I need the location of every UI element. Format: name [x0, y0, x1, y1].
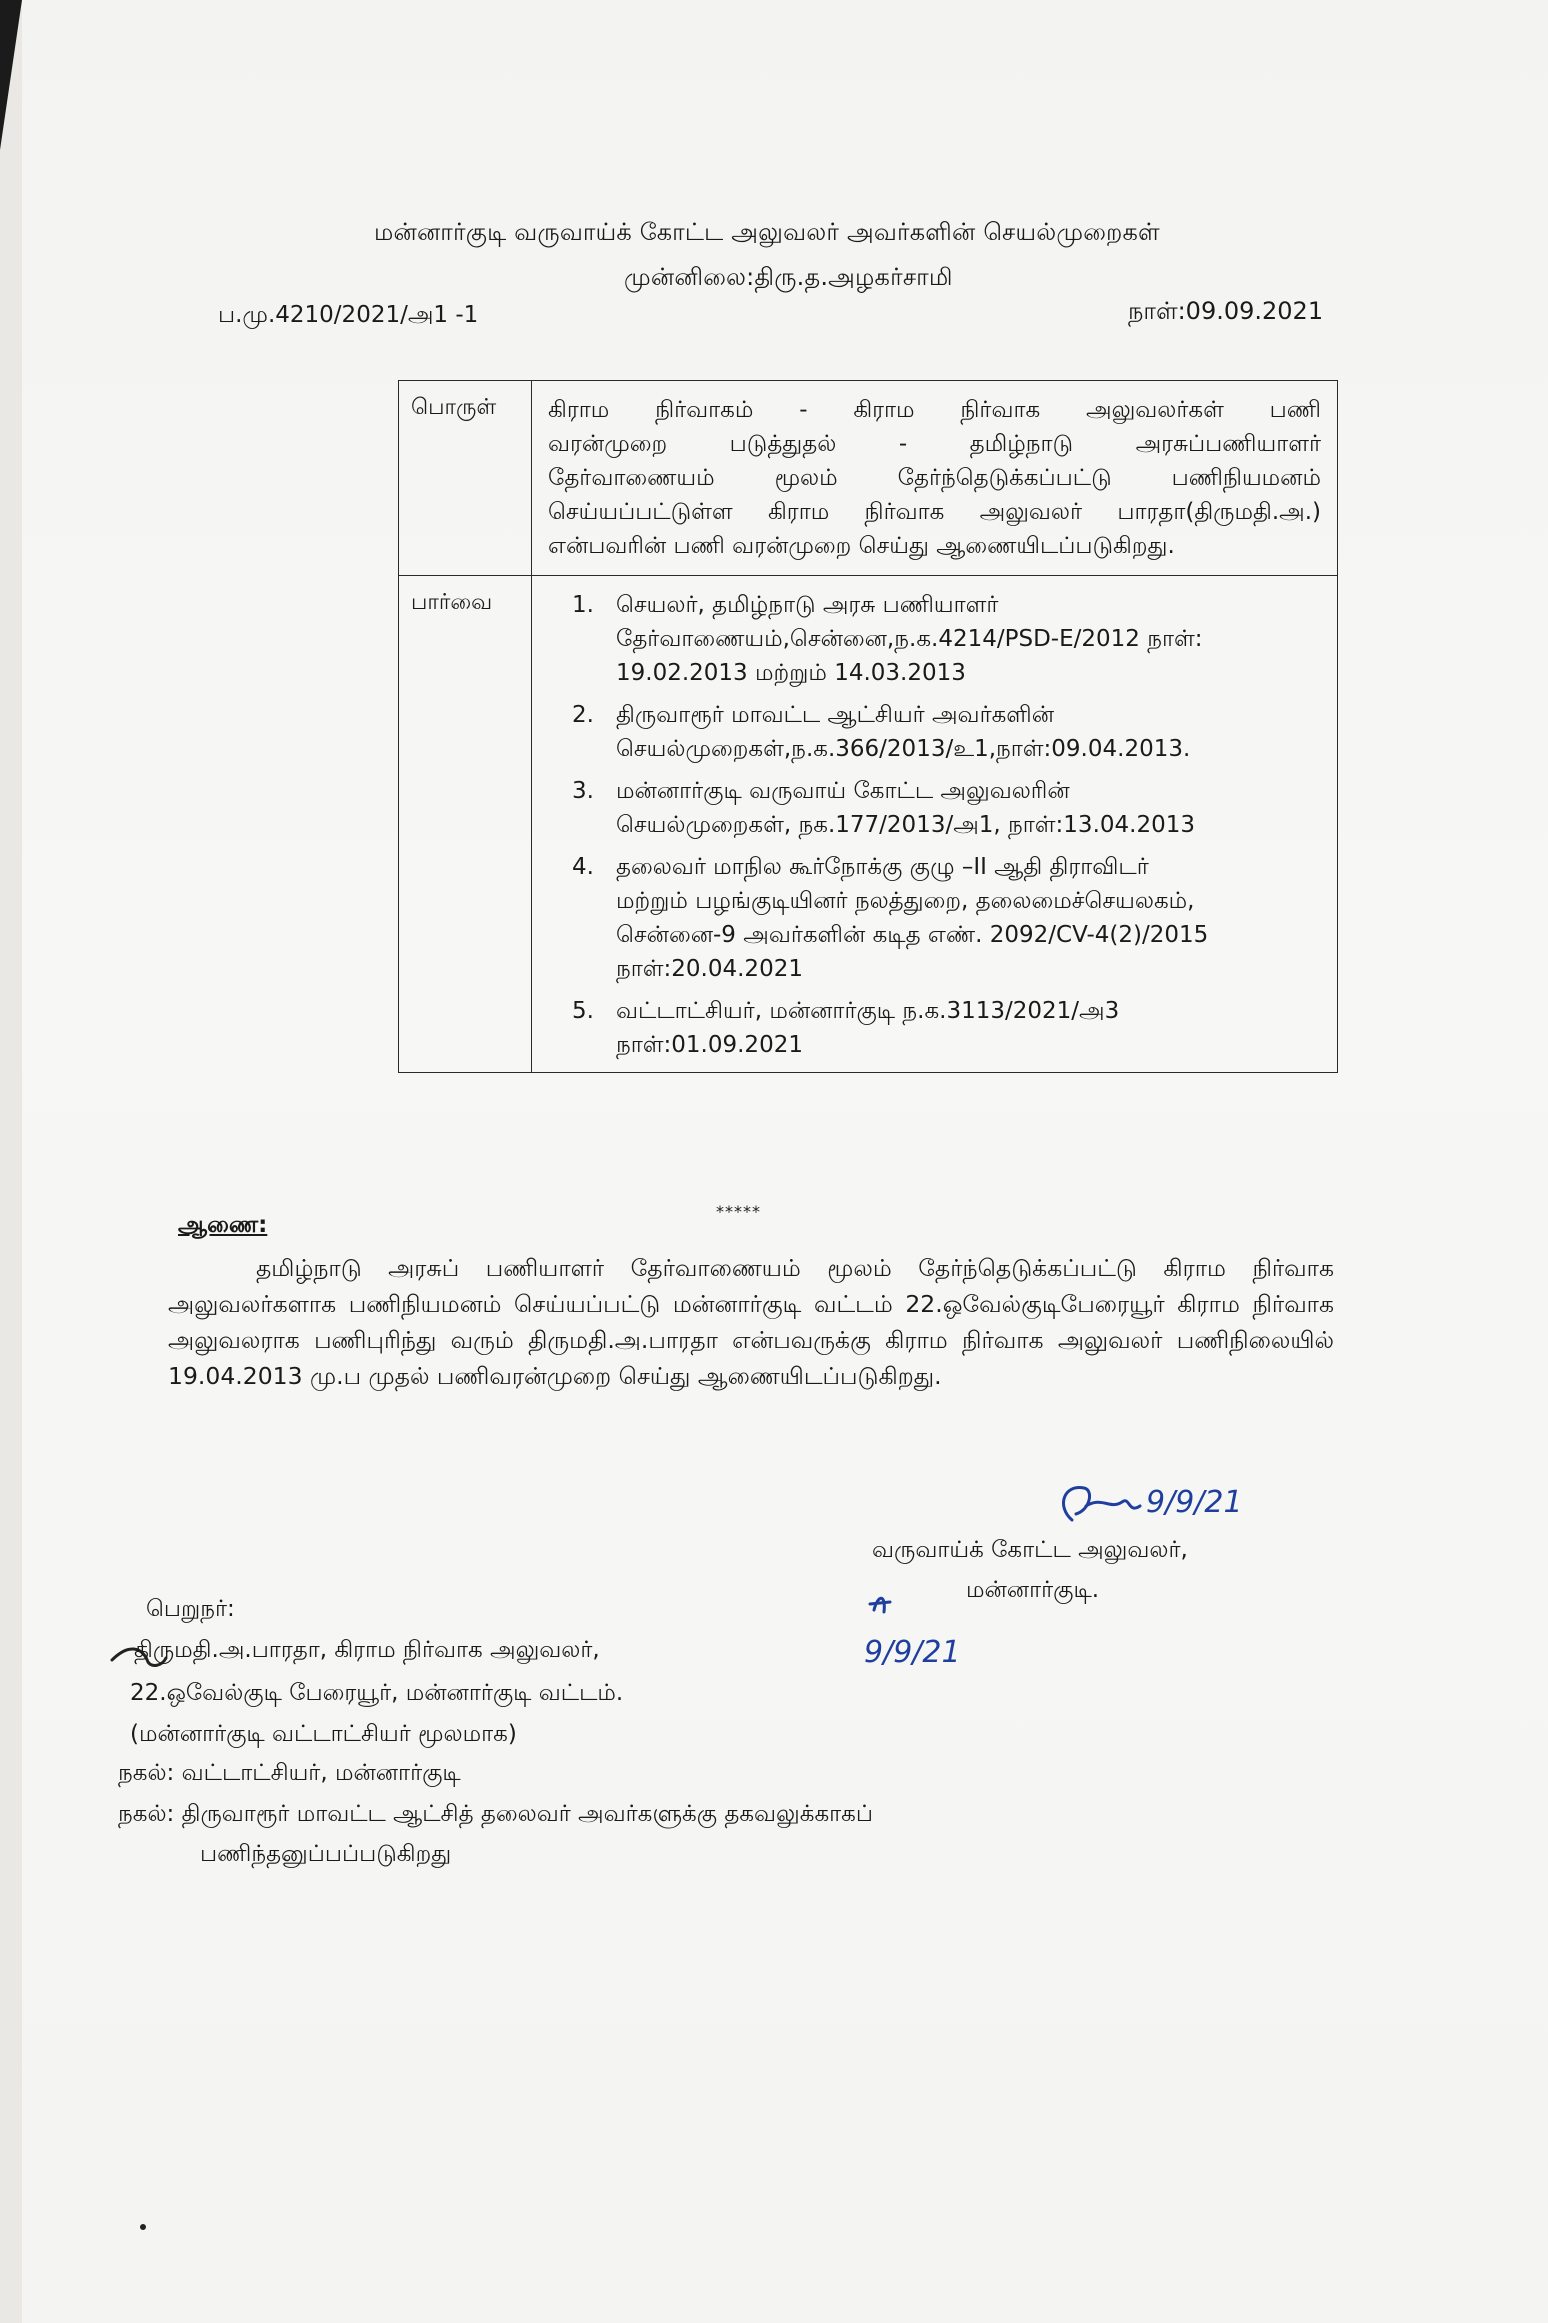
reference-line: செயல்முறைகள், நக.177/2013/அ1, நாள்:13.04.2013	[616, 812, 1195, 838]
order-title: ஆணை:	[178, 1212, 268, 1238]
reference-number-4: 4.	[572, 854, 594, 880]
reference-line: தேர்வாணையம்,சென்னை,ந.க.4214/PSD-E/2012 நாள்:	[616, 626, 1203, 652]
subject-row	[399, 381, 1338, 576]
reference-line: சென்னை-9 அவர்களின் கடித எண். 2092/CV-4(2)/2015	[616, 922, 1209, 948]
reference-line: செயலர், தமிழ்நாடு அரசு பணியாளர்	[616, 592, 999, 618]
references-label: பார்வை	[399, 576, 532, 1073]
subject-line: கிராம நிர்வாகம் - கிராம நிர்வாக அலுவலர்கள் பணி	[548, 397, 1321, 423]
reference-number-2: 2.	[572, 702, 594, 728]
recipient-name: திருமதி.அ.பாரதா, கிராம நிர்வாக அலுவலர்,	[134, 1637, 600, 1663]
copy-text: வட்டாட்சியர், மன்னார்குடி	[181, 1760, 461, 1786]
signature-date: 9/9/21	[1146, 1485, 1243, 1520]
copy-label: நகல்:	[118, 1801, 175, 1827]
reference-item	[572, 994, 1323, 1062]
recipient-label: பெறுநர்:	[146, 1596, 235, 1622]
officer-signature	[1050, 1476, 1250, 1542]
reference-line: 19.02.2013 மற்றும் 14.03.2013	[616, 660, 966, 686]
reference-line: நாள்:01.09.2021	[616, 1032, 803, 1058]
reference-line: திருவாரூர் மாவட்ட ஆட்சியர் அவர்களின்	[616, 702, 1055, 728]
reference-line: வட்டாட்சியர், மன்னார்குடி ந.க.3113/2021/அ3	[616, 998, 1120, 1024]
copy-2	[118, 1796, 873, 1832]
reference-number: ப.மு.4210/2021/அ1 -1	[218, 302, 479, 328]
initials-date: 9/9/21	[864, 1635, 961, 1670]
subject-line: செய்யப்பட்டுள்ள கிராம நிர்வாக அலுவலர் பாரதா(திருமதி.அ.)	[548, 499, 1321, 525]
office-heading: மன்னார்குடி வருவாய்க் கோட்ட அலுவலர் அவர்களின் செயல்முறைகள்	[374, 218, 1160, 246]
order-body	[168, 1250, 1334, 1394]
reference-line: தலைவர் மாநில கூர்நோக்கு குழு –II ஆதி திராவிடர்	[616, 854, 1149, 880]
subject-reference-table	[398, 380, 1338, 1073]
reference-line: மன்னார்குடி வருவாய் கோட்ட அலுவலரின்	[616, 778, 1070, 804]
signatory-designation: வருவாய்க் கோட்ட அலுவலர்,	[872, 1537, 1188, 1563]
subject-text	[532, 381, 1338, 576]
reference-item	[572, 698, 1323, 766]
speck-mark	[140, 2224, 146, 2230]
reference-number-3: 3.	[572, 778, 594, 804]
recipient-address: 22.ஒவேல்குடி பேரையூர், மன்னார்குடி வட்டம்.	[130, 1680, 624, 1706]
copy-text: திருவாரூர் மாவட்ட ஆட்சித் தலைவர் அவர்களுக்கு தகவலுக்காகப்	[181, 1801, 874, 1827]
document-page	[22, 0, 1548, 2323]
copy-label: நகல்:	[118, 1760, 175, 1786]
reference-item	[572, 850, 1323, 986]
separator-stars: *****	[716, 1202, 761, 1221]
references-row	[399, 576, 1338, 1073]
references-list	[532, 576, 1338, 1073]
recipient-via: (மன்னார்குடி வட்டாட்சியர் மூலமாக)	[130, 1721, 517, 1747]
reference-line: செயல்முறைகள்,ந.க.366/2013/உ1,நாள்:09.04.2013.	[616, 736, 1191, 762]
subject-line: என்பவரின் பணி வரன்முறை செய்து ஆணையிடப்படுகிறது.	[548, 533, 1175, 559]
presiding-officer: முன்னிலை:திரு.த.அழகர்சாமி	[624, 263, 953, 291]
reference-line: நாள்:20.04.2021	[616, 956, 803, 982]
signatory-place: மன்னார்குடி.	[966, 1577, 1100, 1603]
reference-line: மற்றும் பழங்குடியினர் நலத்துறை, தலைமைச்செயலகம்,	[616, 888, 1195, 914]
subject-line: வரன்முறை படுத்துதல் - தமிழ்நாடு அரசுப்பணியாளர்	[548, 431, 1321, 457]
initials-mark	[860, 1588, 1000, 1678]
reference-number-1: 1.	[572, 592, 594, 618]
order-date: நாள்:09.09.2021	[1128, 297, 1324, 325]
subject-label: பொருள்	[399, 381, 532, 576]
copy-1	[118, 1755, 461, 1791]
reference-item	[572, 774, 1323, 842]
subject-line: தேர்வாணையம் மூலம் தேர்ந்தெடுக்கப்பட்டு பணிநியமனம்	[548, 465, 1321, 491]
reference-item	[572, 588, 1323, 690]
copy-2-continued: பணிந்தனுப்பப்படுகிறது	[200, 1841, 452, 1867]
order-body-text: தமிழ்நாடு அரசுப் பணியாளர் தேர்வாணையம் மூலம் தேர்ந்தெடுக்கப்பட்டு கிராம நிர்வாக அலுவலர்களாக பணிநியமனம் செய்யப்பட்டு மன்னார்குடி வட்டம் 22.ஒவேல்குடிபேரையூர் கிராம நிர்வாக அலுவலராக பணிபுரிந்து வரும் திருமதி.அ.பாரதா என்பவருக்கு கிராம நிர்வாக அலுவலர் பணிநிலையில் 19.04.2013 மு.ப முதல் பணிவரன்முறை செய்து ஆணையிடப்படுகிறது.	[168, 1254, 1334, 1390]
photo-edge-shadow	[0, 0, 22, 150]
reference-number-5: 5.	[572, 998, 594, 1024]
